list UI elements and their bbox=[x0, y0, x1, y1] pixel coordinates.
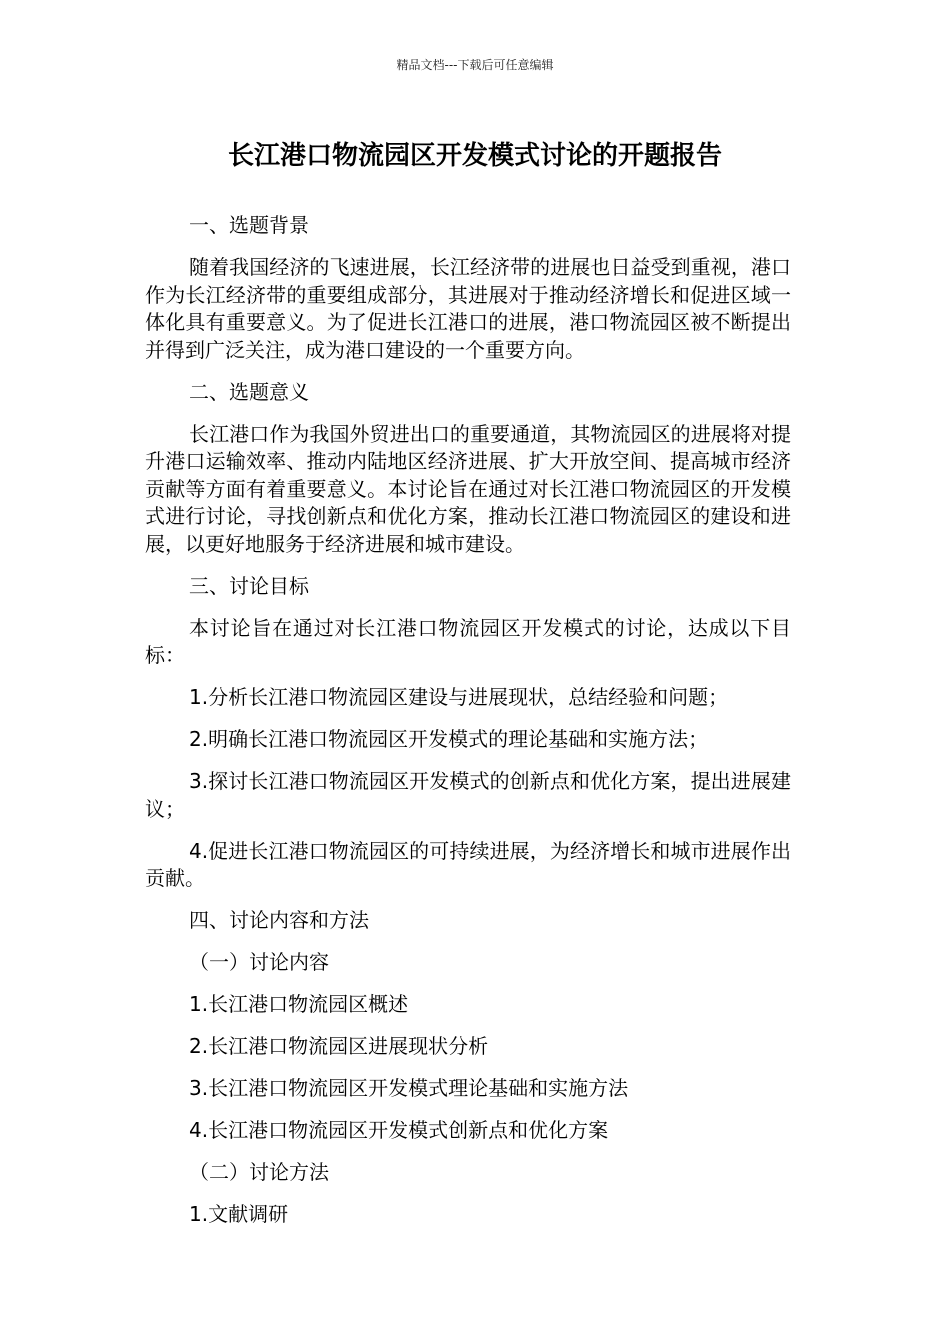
objective-item-4: 4.促进长江港口物流园区的可持续进展，为经济增长和城市进展作出贡献。 bbox=[145, 838, 791, 890]
paragraph-objectives-intro: 本讨论旨在通过对长江港口物流园区开发模式的讨论，达成以下目标： bbox=[145, 615, 791, 667]
content-item-2: 2.长江港口物流园区进展现状分析 bbox=[189, 1034, 489, 1058]
objective-item-2: 2.明确长江港口物流园区开发模式的理论基础和实施方法； bbox=[189, 727, 709, 751]
subsection-heading-content: （一）讨论内容 bbox=[189, 950, 329, 974]
subsection-heading-methods: （二）讨论方法 bbox=[189, 1160, 329, 1184]
content-item-1: 1.长江港口物流园区概述 bbox=[189, 992, 409, 1016]
section-heading-content-methods: 四、讨论内容和方法 bbox=[189, 908, 369, 932]
content-item-4: 4.长江港口物流园区开发模式创新点和优化方案 bbox=[189, 1118, 609, 1142]
paragraph-significance: 长江港口作为我国外贸进出口的重要通道，其物流园区的进展将对提升港口运输效率、推动内陆地区经济进展、扩大开放空间、提高城市经济贡献等方面有着重要意义。本讨论旨在通过对长江港口物流园区的开发模式进行讨论，寻找创新点和优化方案，推动长江港口物流园区的建设和进展，以更好地服务于经济进展和城市建设。 bbox=[145, 421, 791, 556]
section-heading-objectives: 三、讨论目标 bbox=[189, 573, 309, 598]
section-heading-background: 一、选题背景 bbox=[189, 213, 309, 237]
objective-item-1: 1.分析长江港口物流园区建设与进展现状，总结经验和问题； bbox=[189, 685, 729, 709]
method-item-1: 1.文献调研 bbox=[189, 1202, 289, 1226]
objective-item-3: 3.探讨长江港口物流园区开发模式的创新点和优化方案，提出进展建议； bbox=[145, 769, 791, 821]
section-heading-significance: 二、选题意义 bbox=[189, 379, 309, 404]
page-header: 精品文档---下载后可任意编辑 bbox=[396, 58, 554, 72]
document-body bbox=[145, 212, 791, 1229]
document-title: 长江港口物流园区开发模式讨论的开题报告 bbox=[227, 141, 722, 171]
paragraph-background: 随着我国经济的飞速进展，长江经济带的进展也日益受到重视，港口作为长江经济带的重要组成部分，其进展对于推动经济增长和促进区域一体化具有重要意义。为了促进长江港口的进展，港口物流园区被不断提出并得到广泛关注，成为港口建设的一个重要方向。 bbox=[145, 255, 791, 362]
content-item-3: 3.长江港口物流园区开发模式理论基础和实施方法 bbox=[189, 1076, 629, 1100]
